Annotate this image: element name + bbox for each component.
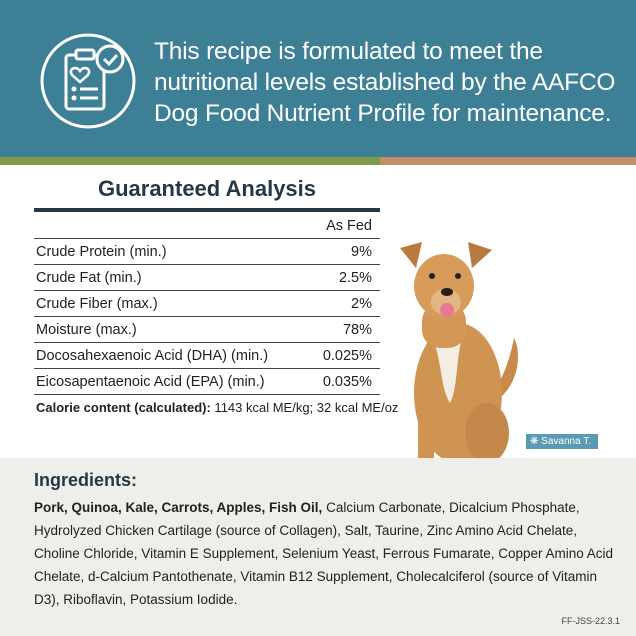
dog-photo (392, 228, 532, 488)
product-code: FF-JSS-22.3.1 (561, 616, 620, 626)
nutrient-label: Eicosapentaenoic Acid (EPA) (min.) (36, 374, 265, 390)
calorie-label: Calorie content (calculated): (36, 400, 211, 415)
nutrient-value: 2% (351, 296, 372, 312)
table-row (34, 343, 380, 369)
aafco-banner (0, 0, 636, 157)
nutrient-value: 2.5% (338, 270, 372, 286)
nutrient-value: 78% (342, 322, 372, 338)
photo-credit-name: Savanna T. (541, 436, 592, 447)
nutrient-label: Docosahexaenoic Acid (DHA) (min.) (36, 348, 269, 364)
nutrient-value: 0.035% (322, 374, 372, 390)
accent-stripe-green (0, 157, 380, 165)
guaranteed-analysis-title: Guaranteed Analysis (97, 176, 317, 201)
nutrient-label: Moisture (max.) (36, 322, 137, 338)
table-row (34, 369, 380, 395)
checklist-heart-icon (38, 31, 138, 131)
ingredients-rest: Calcium Carbonate, Dicalcium Phosphate, Hydrolyzed Chicken Cartilage (source of Collagen), Salt, Taurine, Zinc Amino Acid Chelate, Choline Chloride, Vitamin E Supplement, Selenium Yeast, Ferrous Fumarate, Copper Amino Acid Chelate, d-Calcium Pantothenate, Vitamin B12 Supplement, Cholecalciferol (source of Vitamin D3), Riboflavin, Potassium Iodide. (34, 500, 614, 607)
nutrient-label: Crude Fiber (max.) (36, 296, 158, 312)
ingredients-list (34, 496, 614, 611)
calorie-content (36, 400, 398, 415)
ingredients-bold: Pork, Quinoa, Kale, Carrots, Apples, Fish Oil, (34, 500, 323, 515)
paw-icon: ❋ (530, 436, 539, 447)
accent-stripe-tan (380, 157, 636, 165)
table-row (34, 317, 380, 343)
table-row (34, 265, 380, 291)
nutrient-value: 9% (351, 244, 372, 260)
nutrient-value: 0.025% (322, 348, 372, 364)
nutrient-label: Crude Protein (min.) (36, 244, 167, 260)
table-row (34, 291, 380, 317)
divider (34, 208, 380, 212)
table-row (34, 239, 380, 265)
ingredients-title: Ingredients: (34, 470, 138, 490)
aafco-statement: This recipe is formulated to meet the nutritional levels established by the AAFCO Dog Food Nutrient Profile for maintenance. (154, 38, 616, 127)
photo-credit (526, 434, 598, 449)
calorie-value: 1143 kcal ME/kg; 32 kcal ME/oz (210, 400, 399, 415)
nutrient-label: Crude Fat (min.) (36, 270, 142, 286)
column-header: As Fed (326, 218, 372, 234)
guaranteed-analysis-table (34, 213, 380, 395)
table-header-row (34, 213, 380, 239)
